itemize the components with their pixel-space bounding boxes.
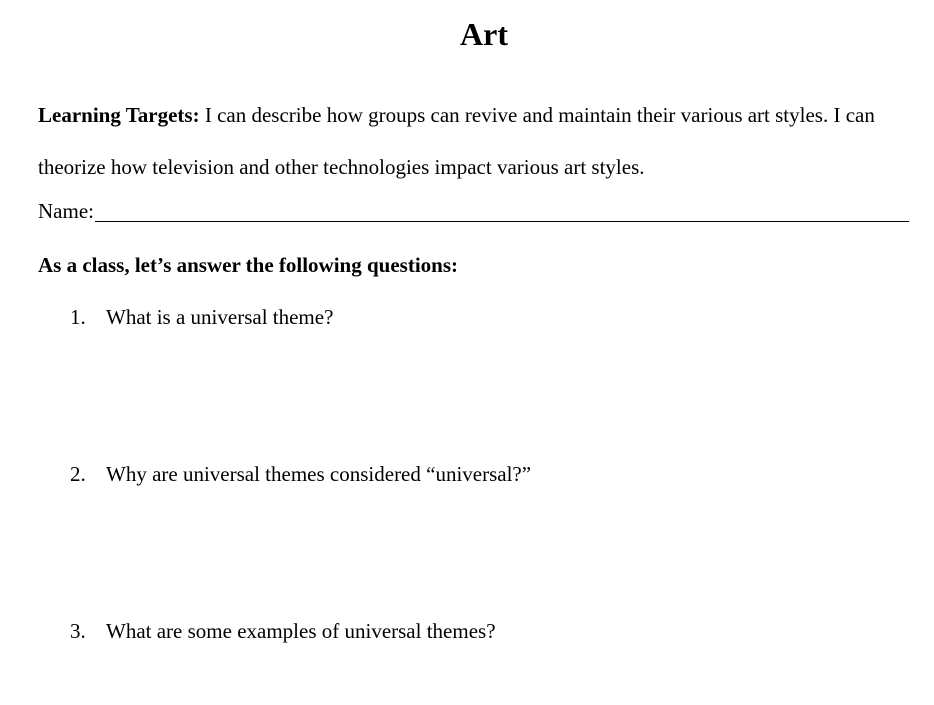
question-item <box>70 302 333 332</box>
question-text: What is a universal theme? <box>106 305 334 329</box>
question-number: 3. <box>70 619 86 643</box>
question-text: What are some examples of universal themes? <box>106 619 496 643</box>
question-item <box>70 616 496 646</box>
learning-targets <box>38 89 918 193</box>
name-label: Name: <box>38 199 94 223</box>
question-text: Why are universal themes considered “universal?” <box>106 462 532 486</box>
name-blank-line <box>95 199 909 222</box>
name-row <box>38 196 909 226</box>
instruction-heading: As a class, let’s answer the following questions: <box>38 253 459 277</box>
question-number: 2. <box>70 462 86 486</box>
question-item <box>70 459 531 489</box>
question-number: 1. <box>70 305 86 329</box>
learning-targets-label: Learning Targets: <box>38 103 200 127</box>
learning-targets-text: I can describe how groups can revive and maintain their various art styles. I can theorize how television and other technologies impact various art styles. <box>38 103 875 179</box>
page-title: Art <box>460 16 508 52</box>
